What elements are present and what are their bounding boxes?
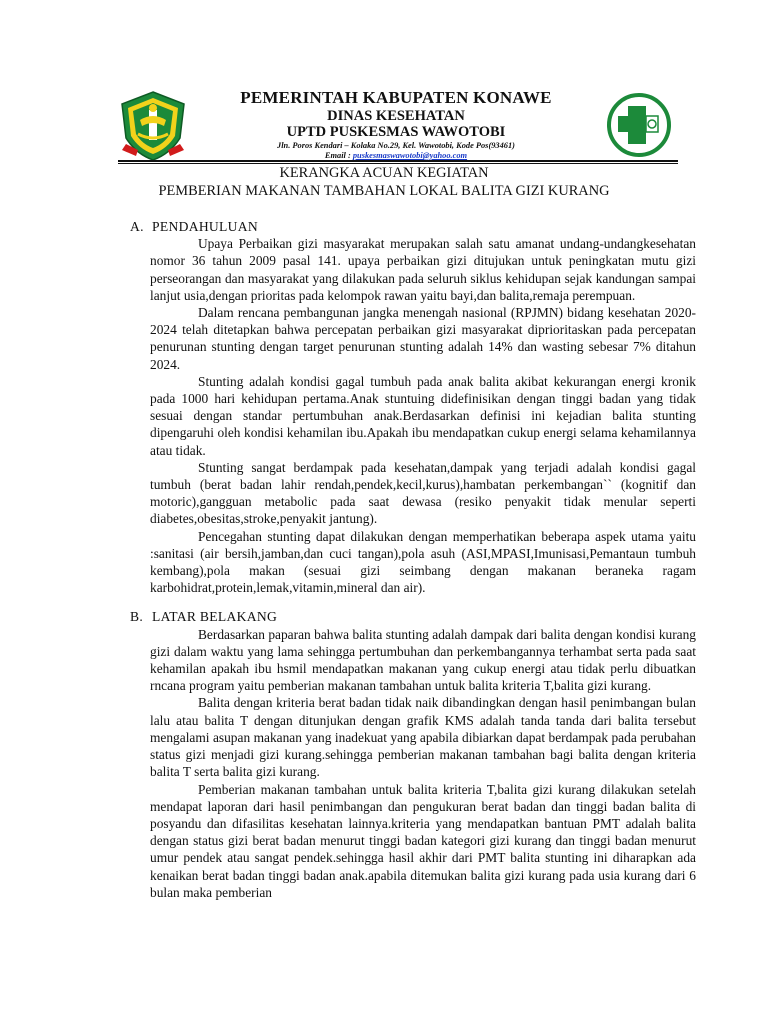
section-letter: A.	[130, 219, 144, 234]
document-title: KERANGKA ACUAN KEGIATAN	[279, 165, 489, 181]
address: Jln. Poros Kendari – Kolaka No.29, Kel. Wawotobi, Kode Pos(93461)	[277, 141, 515, 150]
document-subtitle: PEMBERIAN MAKANAN TAMBAHAN LOKAL BALITA GIZI KURANG	[158, 183, 610, 199]
section-heading	[130, 218, 696, 235]
section-letter: B.	[130, 609, 144, 625]
letterhead	[190, 88, 602, 161]
header-divider-thin	[118, 163, 678, 164]
paragraph: Stunting adalah kondisi gagal tumbuh pada anak balita akibat kekurangan energi kronik pada 1000 hari kehidupan pertama.Anak stuntuing didefinisikan dengan tinggi badan yang tidak sesuai dengan standar pertumbuhan anak.Berdasarkan definisi ini kejadian balita stunting dipengaruhi oleh kondisi kehamilan ibu.Apakah ibu mendapatkan cukup energi selama kehamilannya atau tidak.	[150, 373, 696, 458]
department-name: DINAS KESEHATAN	[327, 108, 465, 124]
header-divider-thick	[118, 160, 678, 162]
paragraph: Upaya Perbaikan gizi masyarakat merupakan salah satu amanat undang-undangkesehatan nomor 36 tahun 2009 pasal 141. upaya perbaikan gizi ditujukan untuk peningkatan mutu gizi perseorangan dan masyarakat yang dilakukan pada seluruh siklus kehidupan sejak kandungan sampai lanjut usia,dengan prioritas pada kelompok rawan yaitu bayi,dan balita,remaja perempuan.	[150, 236, 696, 303]
section-heading	[130, 608, 696, 625]
document-body	[130, 218, 696, 901]
section-title: PENDAHULUAN	[152, 219, 259, 234]
email-link[interactable]: puskesmaswawotobi@yahoo.com	[352, 151, 468, 160]
paragraph: Pencegahan stunting dapat dilakukan dengan memperhatikan beberapa aspek utama yaitu :sanitasi (air bersih,jamban,dan cuci tangan),pola asuh (ASI,MPASI,Imunisasi,Pemantaun tumbuh kembang),pola makan (sesuai gizi seimbang dengan makanan beraneka ragam karbohidrat,protein,lemak,vitamin,mineral dan air).	[150, 528, 696, 596]
section-spacer	[150, 596, 696, 608]
paragraph: Stunting sangat berdampak pada kesehatan,dampak yang terjadi adalah kondisi gagal tumbuh (berat badan lahir rendah,pendek,kecil,kurus),hambatan perkembangan`` (kognitif dan motoric),gangguan metabolic pada saat dewasa (resiko penyakit tidak menular seperti diabetes,obesitas,stroke,penyakit jantung).	[150, 459, 696, 527]
unit-name: UPTD PUSKESMAS WAWOTOBI	[286, 124, 506, 140]
puskesmas-cross-icon	[606, 92, 672, 158]
section-title: LATAR BELAKANG	[152, 609, 278, 625]
paragraph: Berdasarkan paparan bahwa balita stunting adalah dampak dari balita dengan kondisi kurang gizi dalam waktu yang lama sehingga pertumbuhan dan perkembangannya terhambat serta pada saat kehamilan apakah ibu hsmil mendapatkan makanan yang cukup energi atau tidak perlu dibuatkan rncana program yaitu pemberian makanan tambahan untuk balita kriteria T,balita gizi kurang.	[150, 626, 696, 694]
email-label: Email :	[324, 151, 353, 160]
paragraph: Pemberian makanan tambahan untuk balita kriteria T,balita gizi kurang dilakukan setelah mendapat laporan dari hasil penimbangan dan pengukuran berat badan dan tinggi badan balita di posyandu dan difasilitas kesehatan lainnya.kriteria yang mendapatkan bantuan PMT adalah balita dengan status gizi berat badan menurut tinggi badan kategori gizi kurang dan tinggi badan menurut umur pendek atau sangat pendek.sehingga hasil akhir dari PMT balita stunting ini diharapkan ada kenaikan berat badan tinggi badan anak.apabila ditemukan balita gizi kurang pada usia kurang dari 6 bulan maka pemberian	[150, 781, 696, 900]
government-name: PEMERINTAH KABUPATEN KONAWE	[240, 88, 552, 107]
paragraph: Balita dengan kriteria berat badan tidak naik dibandingkan dengan hasil penimbangan bulan lalu atau balita T dengan ditunjukan dengan grafik KMS adalah tanda tanda dari balita tersebut mengalami asupan makanan yang inadekuat yang apabila dibiarkan dapat berdampak pada perubahan status gizi menjadi gizi kurang.sehingga pemberian makanan tambahan bagi balita dengan kriteria balita T serta balita gizi kurang.	[150, 695, 696, 780]
paragraph: Dalam rencana pembangunan jangka menengah nasional (RPJMN) bidang kesehatan 2020-2024 telah ditetapkan bahwa percepatan perbaikan gizi masyarakat diprioritaskan pada percepatan penurunan stunting dengan target penurunan stunting adalah 14% dan wasting sebesar 7% ditahun 2024.	[150, 305, 696, 372]
kabupaten-konawe-emblem-icon	[118, 90, 188, 162]
